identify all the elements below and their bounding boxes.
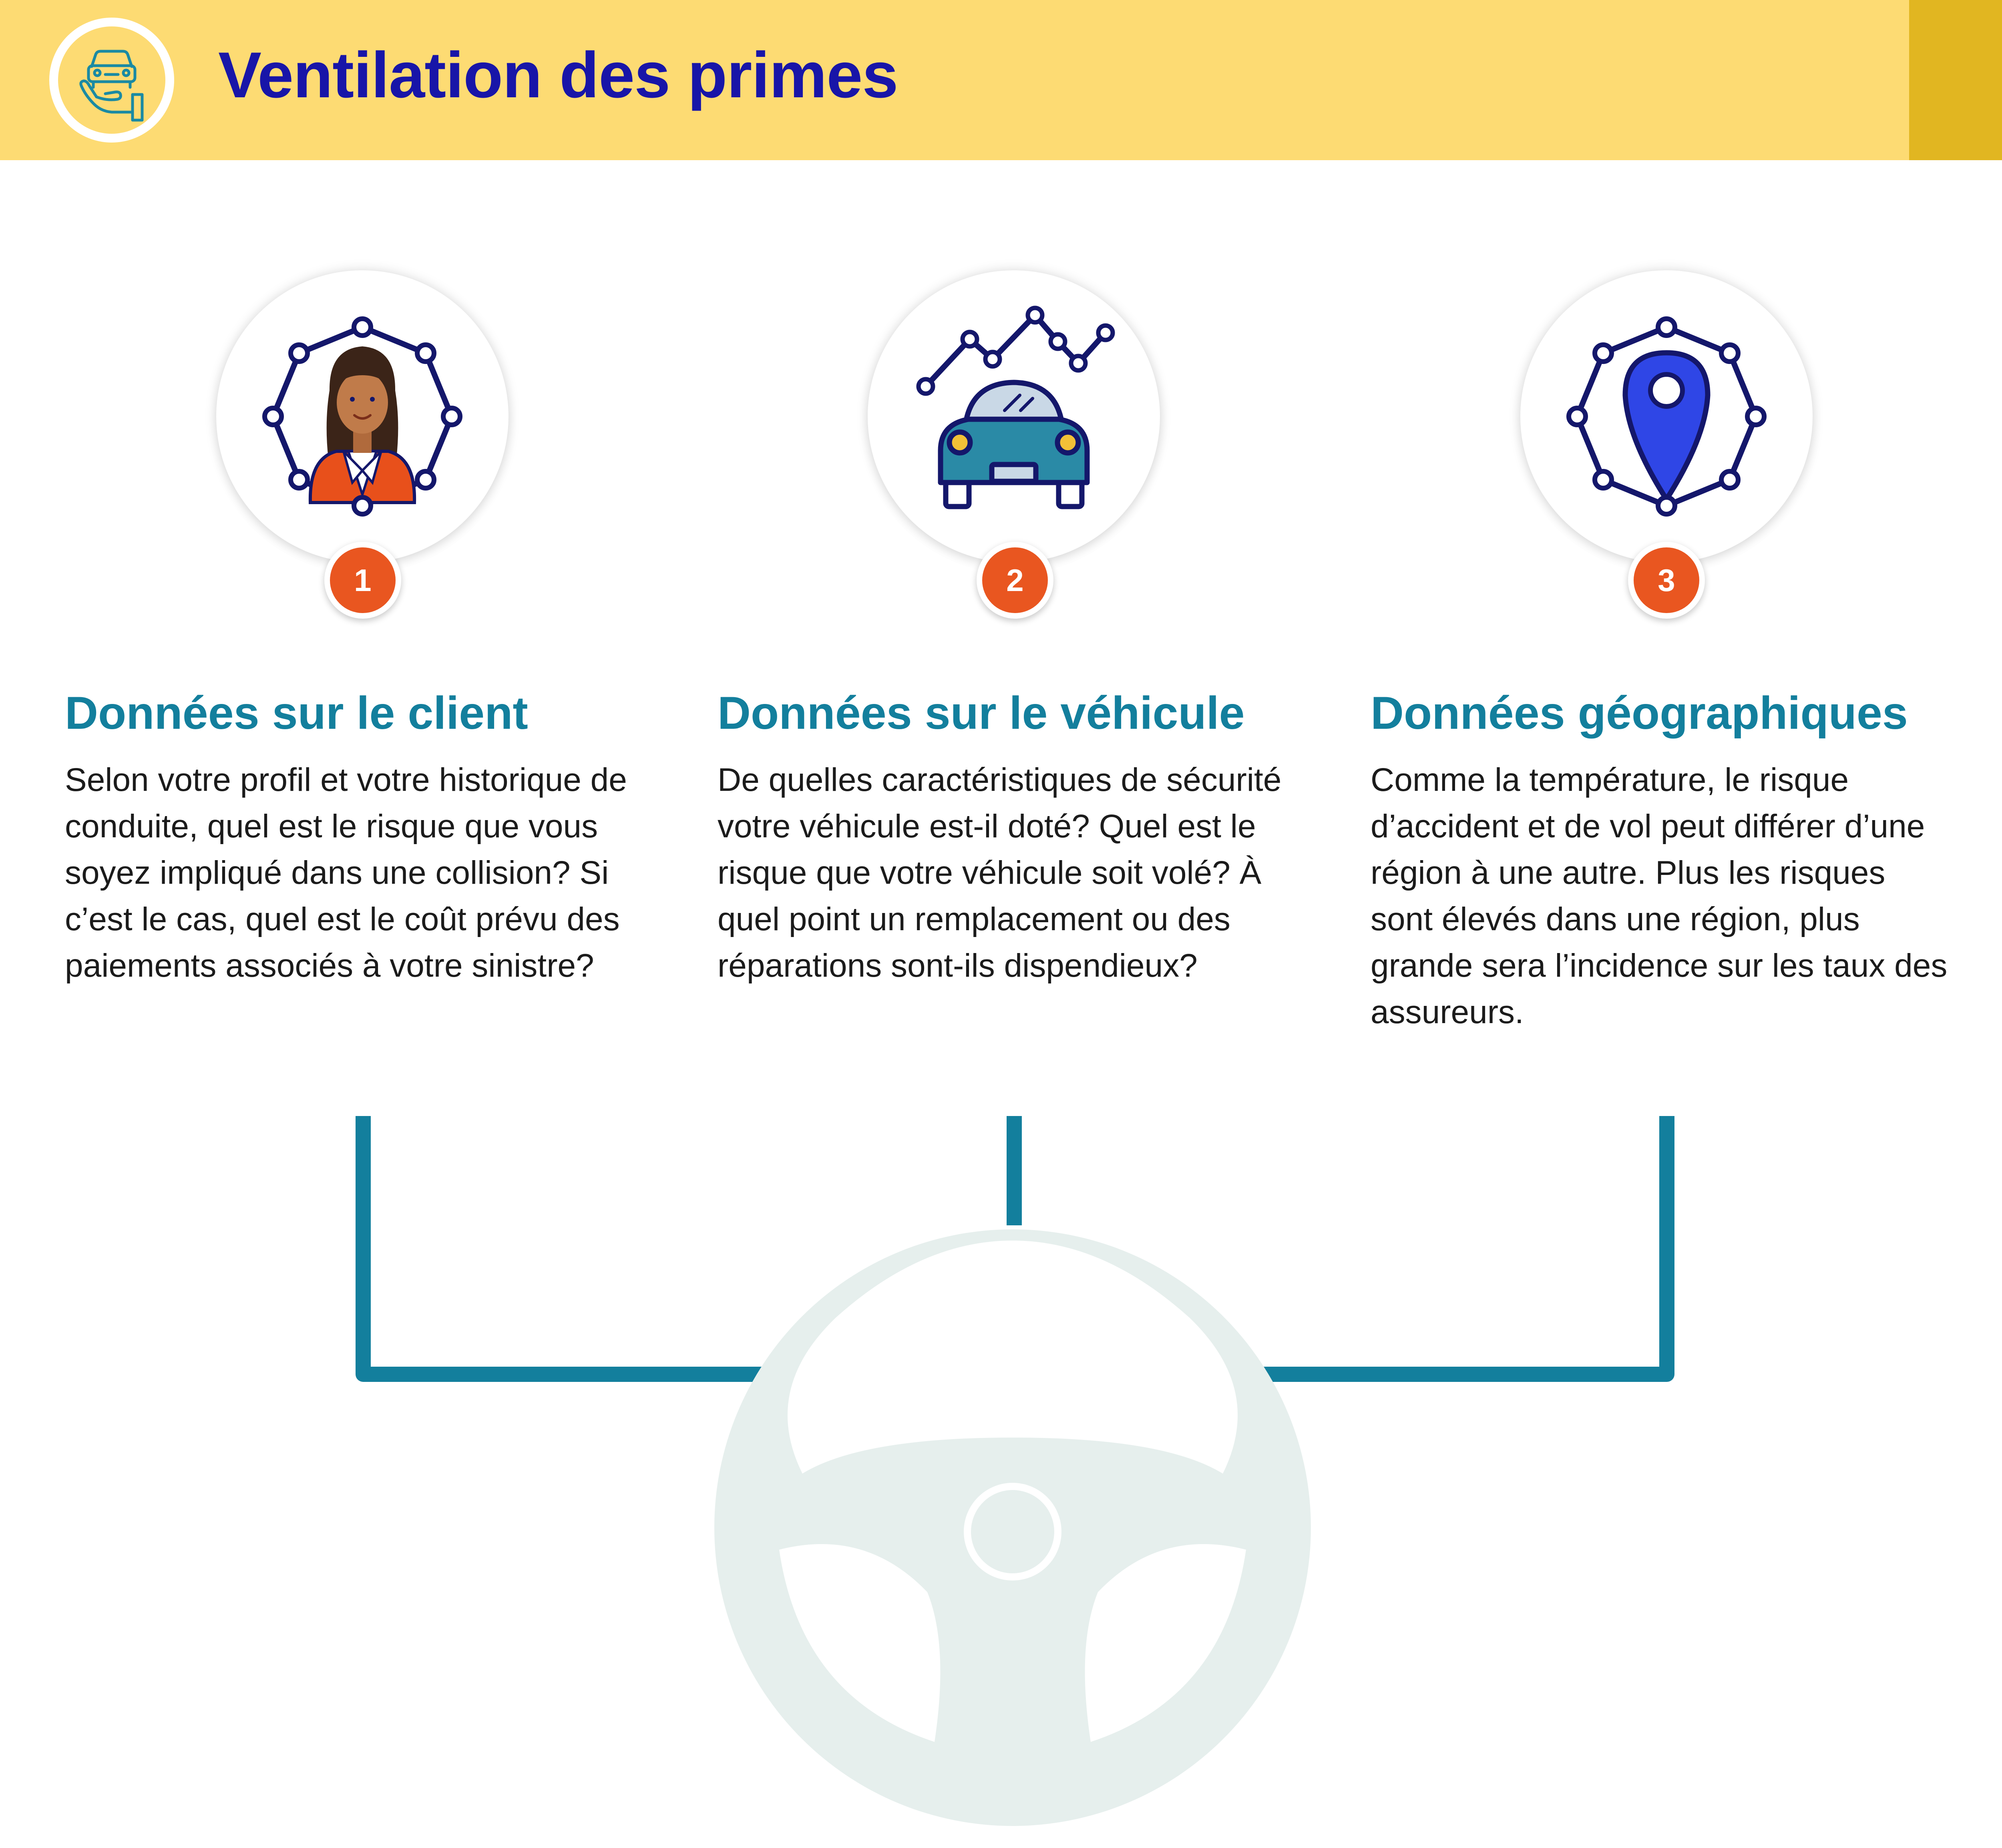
car-trend-icon bbox=[868, 270, 1160, 563]
vehicle-heading: Données sur le véhicule bbox=[718, 688, 1245, 739]
customer-network-icon bbox=[216, 270, 509, 563]
page-title: Ventilation des primes bbox=[218, 39, 898, 111]
geography-heading: Données géographiques bbox=[1371, 688, 1908, 739]
hand-holding-car-icon bbox=[47, 15, 177, 145]
steering-wheel-icon bbox=[714, 1229, 1311, 1826]
step-number-3: 3 bbox=[1628, 542, 1705, 619]
vehicle-circle bbox=[868, 270, 1160, 563]
geography-circle bbox=[1520, 270, 1813, 563]
geography-description: Comme la température, le risque d’accident et de vol peut différer d’une région à une autre. Plus les risques sont élevés dans une région, plus grande sera l’incidence sur les taux des assureurs. bbox=[1371, 762, 1948, 1030]
step-number-2: 2 bbox=[977, 542, 1053, 619]
customer-heading: Données sur le client bbox=[65, 688, 528, 739]
customer-description: Selon votre profil et votre historique de conduite, quel est le risque que vous soyez impliqué dans une collision? Si c’est le cas, quel est le coût prévu des paiements associés à votre sinistre? bbox=[65, 762, 627, 984]
customer-circle bbox=[216, 270, 509, 563]
steering-wheel-diagram bbox=[0, 1101, 2002, 1848]
location-pin-network-icon bbox=[1520, 270, 1813, 563]
step-number-1: 1 bbox=[324, 542, 401, 619]
vehicle-description: De quelles caractéristiques de sécurité votre véhicule est-il doté? Quel est le risque que votre véhicule soit volé? À quel point un remplacement ou des réparations sont-ils dispendieux? bbox=[718, 762, 1282, 984]
header-banner-accent bbox=[1909, 0, 2002, 160]
